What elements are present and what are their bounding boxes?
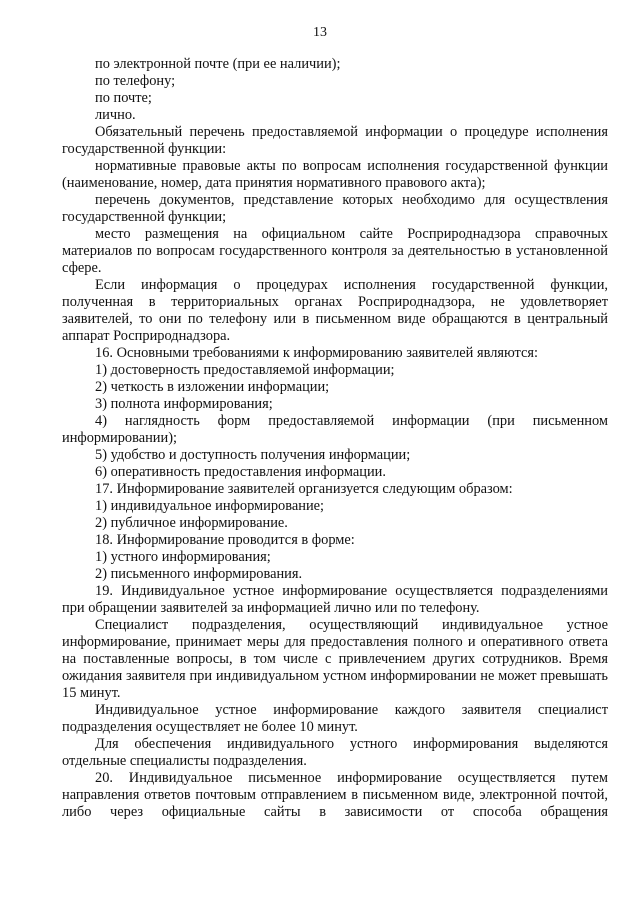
paragraph: 2) письменного информирования.	[95, 566, 303, 582]
paragraph: 3) полнота информирования;	[95, 396, 273, 412]
paragraph: лично.	[95, 107, 136, 123]
paragraph: 1) индивидуальное информирование;	[95, 498, 325, 514]
document-body	[62, 56, 608, 821]
paragraph: Если информация о процедурах исполнения государственной функции, полученная в территориальных органах Росприроднадзора, не удовлетворяет заявителей, то они по телефону или в письменном виде обращаются в центральный аппарат Росприроднадзора.	[62, 277, 608, 344]
paragraph: Специалист подразделения, осуществляющий индивидуальное устное информирование, принимает меры для предоставления полного и оперативного ответа на поставленные вопросы, в том числе с привлечением других сотрудников. Время ожидания заявителя при индивидуальном устном информировании не может превышать 15 минут.	[62, 617, 608, 701]
paragraph: 19. Индивидуальное устное информирование осуществляется подразделениями при обращении заявителей за информацией лично или по телефону.	[62, 583, 608, 616]
paragraph: 4) наглядность форм предоставляемой информации (при письменном информировании);	[62, 413, 608, 446]
paragraph: Для обеспечения индивидуального устного информирования выделяются отдельные специалисты подразделения.	[62, 736, 608, 769]
paragraph: 5) удобство и доступность получения информации;	[95, 447, 411, 463]
paragraph: 18. Информирование проводится в форме:	[95, 532, 355, 548]
paragraph: 6) оперативность предоставления информации.	[95, 464, 386, 480]
paragraph: 20. Индивидуальное письменное информирование осуществляется путем направления ответов почтовым отправлением в письменном виде, электронной почтой, либо через официальные сайты в зависимости от способа обращения	[62, 770, 608, 820]
paragraph: место размещения на официальном сайте Росприроднадзора справочных материалов по вопросам государственного контроля за деятельностью в установленной сфере.	[62, 226, 608, 276]
paragraph: Обязательный перечень предоставляемой информации о процедуре исполнения государственной функции:	[62, 124, 608, 157]
paragraph: перечень документов, представление которых необходимо для осуществления государственной функции;	[62, 192, 608, 225]
paragraph: 1) устного информирования;	[95, 549, 271, 565]
paragraph: нормативные правовые акты по вопросам исполнения государственной функции (наименование, номер, дата принятия нормативного правового акта);	[62, 158, 608, 191]
page-number: 13	[313, 25, 327, 40]
paragraph: 17. Информирование заявителей организуется следующим образом:	[95, 481, 513, 497]
paragraph: по почте;	[95, 90, 152, 106]
paragraph: 16. Основными требованиями к информированию заявителей являются:	[95, 345, 539, 361]
paragraph: 2) публичное информирование.	[95, 515, 288, 531]
paragraph: 2) четкость в изложении информации;	[95, 379, 330, 395]
paragraph: 1) достоверность предоставляемой информации;	[95, 362, 395, 378]
paragraph: по телефону;	[95, 73, 176, 89]
paragraph: Индивидуальное устное информирование каждого заявителя специалист подразделения осуществляет не более 10 минут.	[62, 702, 608, 735]
paragraph: по электронной почте (при ее наличии);	[95, 56, 341, 72]
